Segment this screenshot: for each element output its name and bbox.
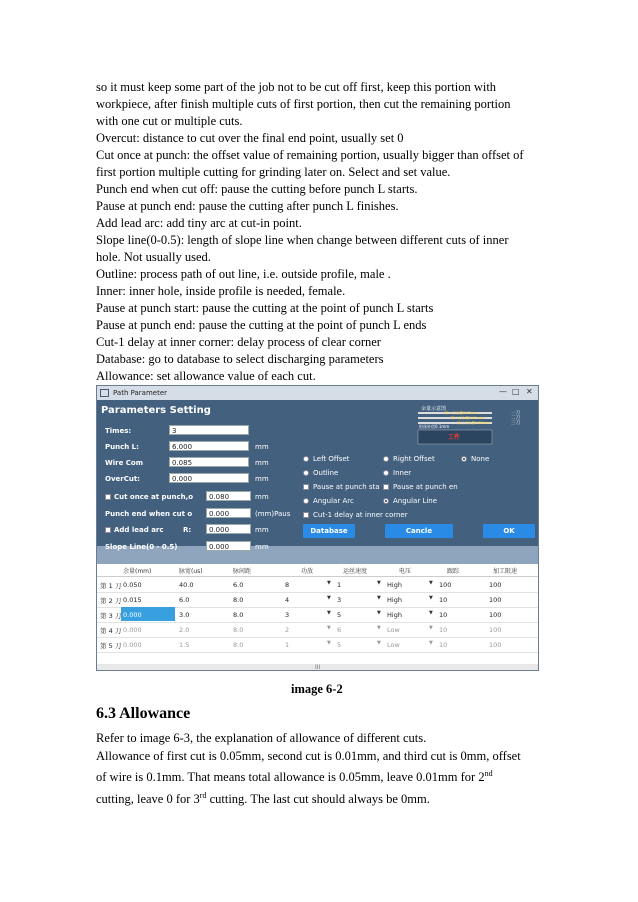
overcut-input[interactable]: 0.000 [169,473,249,483]
lead-arc-label: Add lead arc [114,526,164,534]
text-line: Allowance: set allowance value of each cut. [96,369,316,383]
dialog-titlebar [97,386,538,400]
tracking-cell[interactable]: 100 [439,581,452,589]
amplifier-cell[interactable]: 8 [285,581,290,589]
diagram-label: 第二刀余量0.01mm [451,416,484,420]
dropdown-arrow-icon[interactable]: ▼ [429,640,433,646]
voltage-cell[interactable]: Low [387,641,400,649]
punch-end-unit: (mm)Paus [255,510,291,518]
outline-radio[interactable] [303,470,309,476]
wire-speed-cell[interactable]: 3 [337,596,342,604]
cut-once-input[interactable]: 0.080 [206,491,251,501]
header-pulse-width: 脉宽(us) [179,568,203,575]
header-pulse-interval: 脉间距 [233,568,252,575]
dropdown-arrow-icon[interactable]: ▼ [377,610,381,616]
text-line [96,765,546,787]
table-row[interactable] [97,637,538,653]
dropdown-arrow-icon[interactable]: ▼ [377,595,381,601]
text-line: Cut-1 delay at inner corner: delay process of clear corner [96,335,381,349]
dropdown-arrow-icon[interactable]: ▼ [327,595,331,601]
cut-once-unit: mm [255,493,269,501]
tracking-cell[interactable]: 10 [439,626,448,634]
overcut-label: OverCut: [105,475,140,483]
none-radio[interactable] [461,456,467,462]
text-line: so it must keep some part of the job not to be cut off first, keep this portion with [96,80,497,94]
table-header [97,564,538,577]
text-line: Pause at punch end: pause the cutting at the point of punch L ends [96,318,427,332]
tracking-cell[interactable]: 10 [439,596,448,604]
text-line: Pause at punch end: pause the cutting after punch L finishes. [96,199,399,213]
voltage-cell[interactable]: High [387,596,402,604]
row-label: 第 3 刀 [100,612,122,620]
voltage-cell[interactable]: High [387,611,402,619]
text-line: Punch end when cut off: pause the cutting before punch L starts. [96,182,418,196]
text-line: Cut once at punch: the offset value of remaining portion, usually bigger than offset of [96,148,524,162]
punch-l-input[interactable]: 6.000 [169,441,249,451]
header-tracking: 跟踪 [447,568,460,575]
text-line: first portion multiple cutting for grinding later on. Select and set value. [96,165,451,179]
cut-once-checkbox[interactable] [105,494,111,500]
text-line: Overcut: distance to cut over the final end point, usually set 0 [96,131,404,145]
radius-label: R: [183,526,192,534]
wire-speed-cell[interactable]: 1 [337,581,342,589]
allowance-cell-selected[interactable]: 0.000 [121,607,175,621]
header-voltage: 电压 [399,568,412,575]
left-offset-radio[interactable] [303,456,309,462]
diagram-cut-label: 一刀 [511,411,520,416]
dropdown-arrow-icon[interactable]: ▼ [327,610,331,616]
pulse-interval-cell[interactable]: 8.0 [233,611,244,619]
lead-arc-checkbox[interactable] [105,527,111,533]
allowance-cell[interactable]: 0.000 [123,626,142,634]
amplifier-cell[interactable]: 2 [285,626,290,634]
inner-label: Inner [393,469,412,477]
dropdown-arrow-icon[interactable]: ▼ [429,625,433,631]
app-icon [100,389,109,397]
header-wire-speed: 运丝速度 [343,568,368,575]
punch-end-label: Punch end when cut o [105,510,193,518]
angular-arc-radio[interactable] [303,498,309,504]
voltage-cell[interactable]: Low [387,626,400,634]
diagram-cut-label: 三刀 [511,421,520,426]
punch-l-label: Punch L: [105,443,139,451]
speed-limit-cell[interactable]: 100 [489,641,502,649]
lead-arc-input[interactable]: 0.000 [206,524,251,534]
cut1-delay-checkbox[interactable] [303,512,309,518]
body-text-bottom [96,730,546,808]
angular-arc-label: Angular Arc [313,497,354,505]
diagram-label: 工件 [448,434,461,441]
text-line: Pause at punch start: pause the cutting at the point of punch L starts [96,301,434,315]
table-row[interactable] [97,622,538,638]
dropdown-arrow-icon[interactable]: ▼ [377,625,381,631]
pause-end-label: Pause at punch en [393,483,458,491]
horizontal-scrollbar[interactable] [97,664,538,671]
pause-end-checkbox[interactable] [383,484,389,490]
none-label: None [471,455,490,463]
minimize-icon[interactable]: — [499,387,507,396]
wire-speed-cell[interactable]: 5 [337,611,342,619]
angular-line-label: Angular Line [393,497,438,505]
path-parameter-dialog [96,385,539,671]
inner-radio[interactable] [383,470,389,476]
punch-l-unit: mm [255,443,269,451]
row-label: 第 5 刀 [100,642,122,650]
right-offset-radio[interactable] [383,456,389,462]
speed-limit-cell[interactable]: 100 [489,626,502,634]
lead-arc-unit: mm [255,526,269,534]
header-speed-limit: 加工限速 [493,568,518,575]
text-line: Refer to image 6-3, the explanation of allowance of different cuts. [96,731,427,745]
pulse-interval-cell[interactable]: 8.0 [233,596,244,604]
pulse-width-cell[interactable]: 1.5 [179,641,190,649]
diagram-label: 第三刀余量0.00mm [457,421,490,425]
slope-line-unit: mm [255,543,269,551]
cancel-button[interactable]: Cancle [385,524,453,538]
close-icon[interactable]: ✕ [526,387,533,396]
text-run: cutting. The last cut should always be 0mm. [206,791,430,806]
row-label: 第 1 刀 [100,582,122,590]
maximize-icon[interactable]: □ [512,387,520,396]
dropdown-arrow-icon[interactable]: ▼ [327,625,331,631]
pause-start-label: Pause at punch sta [313,483,380,491]
allowance-diagram [415,404,535,456]
tracking-cell[interactable]: 10 [439,611,448,619]
amplifier-cell[interactable]: 1 [285,641,290,649]
text-line: Outline: process path of out line, i.e. outside profile, male . [96,267,391,281]
superscript: nd [484,769,493,778]
allowance-cell[interactable]: 0.015 [123,596,142,604]
times-label: Times: [105,427,132,435]
amplifier-cell[interactable]: 4 [285,596,290,604]
table-row[interactable] [97,607,538,623]
cut1-delay-label: Cut-1 delay at inner corner [313,511,408,519]
right-offset-label: Right Offset [393,455,435,463]
text-line: hole. Not usually used. [96,250,211,264]
parameters-panel [97,400,538,551]
table-row[interactable] [97,592,538,608]
diagram-label: 钼丝补偿0.1mm [419,424,450,429]
text-line [96,787,546,809]
cut-parameters-table [97,564,538,664]
text-run: cutting, leave 0 for 3 [96,791,200,806]
wire-comp-unit: mm [255,459,269,467]
speed-limit-cell[interactable]: 100 [489,611,502,619]
window-title: Path Parameter [113,389,168,397]
text-line: Database: go to database to select discharging parameters [96,352,384,366]
header-allowance: 余量(mm) [123,568,152,575]
left-offset-label: Left Offset [313,455,350,463]
text-line: with one cut or multiple cuts. [96,114,243,128]
dropdown-arrow-icon[interactable]: ▼ [377,640,381,646]
cut-once-label: Cut once at punch,o [114,493,194,501]
slope-line-input[interactable]: 0.000 [206,541,251,551]
pulse-interval-cell[interactable]: 8.0 [233,626,244,634]
wire-comp-input[interactable]: 0.085 [169,457,249,467]
voltage-cell[interactable]: High [387,581,402,589]
diagram-title: 余量示意图 [421,406,447,412]
scrollbar-grip[interactable]: III [315,664,321,671]
dropdown-arrow-icon[interactable]: ▼ [327,580,331,586]
diagram-label: 第一刀余量0.05mm [445,411,478,415]
header-amplifier: 功放 [301,568,314,575]
superscript: rd [199,790,207,800]
database-button[interactable]: Database [303,524,355,538]
pause-start-checkbox[interactable] [303,484,309,490]
pulse-interval-cell[interactable]: 6.0 [233,581,244,589]
text-line: Inner: inner hole, inside profile is needed, female. [96,284,346,298]
table-row[interactable] [97,577,538,593]
wire-speed-cell[interactable]: 6 [337,626,342,634]
allowance-cell[interactable]: 0.050 [123,581,142,589]
pulse-width-cell[interactable]: 2.0 [179,626,190,634]
angular-line-radio[interactable] [383,498,389,504]
text-line: Allowance of first cut is 0.05mm, second cut is 0.01mm, and third cut is 0mm, offset [96,748,521,763]
slope-line-label: Slope Line(0 - 0.5) [105,543,178,551]
ok-button[interactable]: OK [483,524,535,538]
text-line: Slope line(0-0.5): length of slope line when change between different cuts of inner [96,233,509,247]
row-label: 第 4 刀 [100,627,122,635]
amplifier-cell[interactable]: 3 [285,611,290,619]
image-caption: image 6-2 [291,682,343,696]
wire-comp-label: Wire Com [105,459,143,467]
tracking-cell[interactable]: 10 [439,641,448,649]
dropdown-arrow-icon[interactable]: ▼ [429,595,433,601]
speed-limit-cell[interactable]: 100 [489,581,502,589]
overcut-unit: mm [255,475,269,483]
dropdown-arrow-icon[interactable]: ▼ [377,580,381,586]
pulse-interval-cell[interactable]: 8.0 [233,641,244,649]
text-run: of wire is 0.1mm. That means total allowance is 0.05mm, leave 0.01mm for 2 [96,770,485,785]
section-title: 6.3 Allowance [96,705,191,722]
pulse-width-cell[interactable]: 40.0 [179,581,194,589]
text-line: workpiece, after finish multiple cuts of first portion, then cut the remaining portion [96,97,511,111]
body-text-top [96,79,546,385]
pulse-width-cell[interactable]: 3.0 [179,611,190,619]
allowance-cell[interactable]: 0.000 [123,641,142,649]
text-line: Add lead arc: add tiny arc at cut-in point. [96,216,302,230]
dropdown-arrow-icon[interactable]: ▼ [429,610,433,616]
speed-limit-cell[interactable]: 100 [489,596,502,604]
dropdown-arrow-icon[interactable]: ▼ [429,580,433,586]
pulse-width-cell[interactable]: 6.0 [179,596,190,604]
row-label: 第 2 刀 [100,597,122,605]
dropdown-arrow-icon[interactable]: ▼ [327,640,331,646]
outline-label: Outline [313,469,339,477]
diagram-cut-label: 二刀 [511,416,520,421]
parameters-heading: Parameters Setting [101,405,211,416]
times-input[interactable]: 3 [169,425,249,435]
wire-speed-cell[interactable]: 5 [337,641,342,649]
punch-end-input[interactable]: 0.000 [206,508,251,518]
